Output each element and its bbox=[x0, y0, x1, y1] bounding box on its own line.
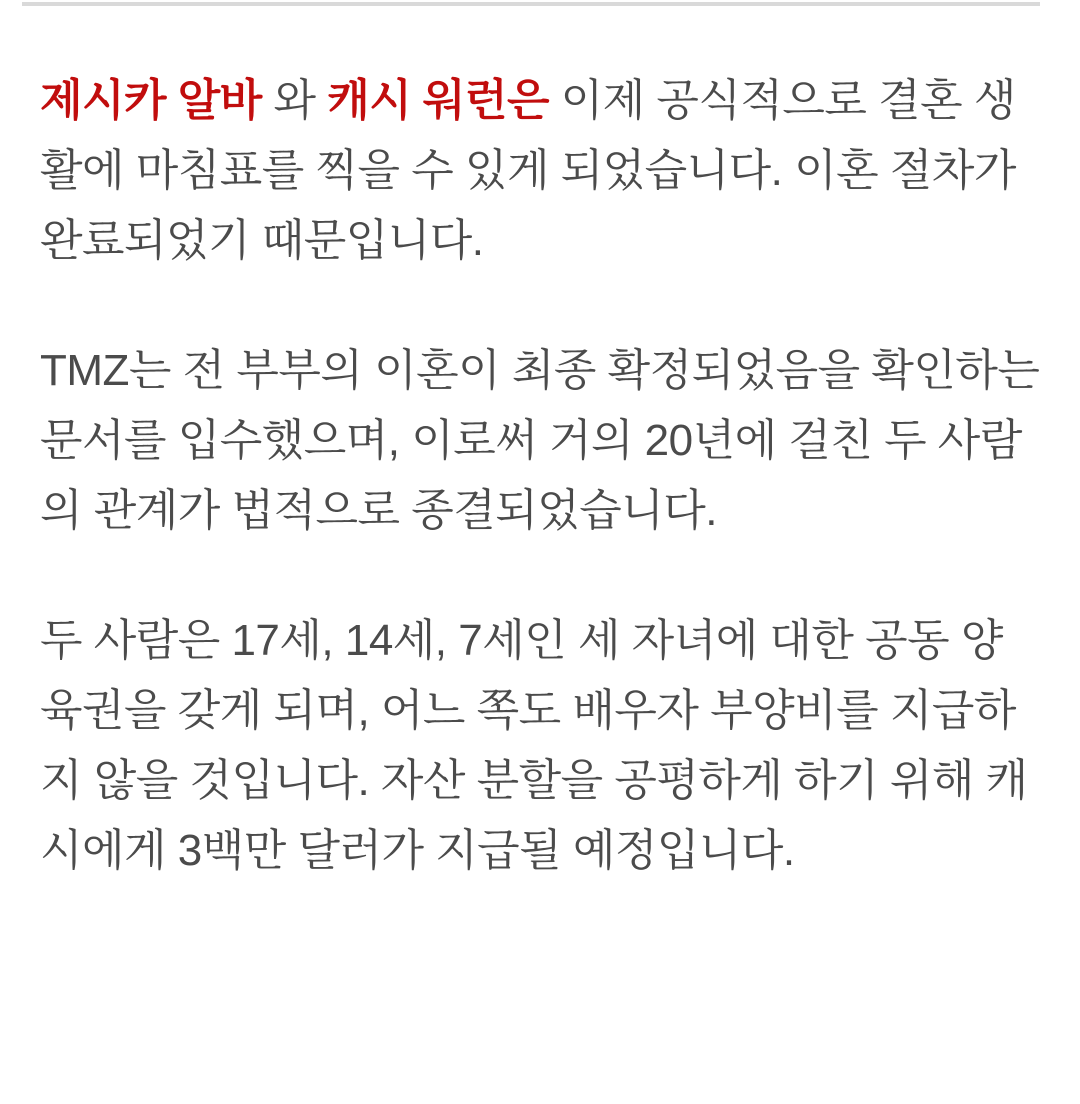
highlighted-name: 캐시 워런은 bbox=[327, 76, 549, 125]
article-body bbox=[40, 66, 1040, 946]
paragraph bbox=[40, 336, 1040, 546]
paragraph-text: 두 사람은 17세, 14세, 7세인 세 자녀에 대한 공동 양육권을 갖게 되며, 어느 쪽도 배우자 부양비를 지급하지 않을 것입니다. 자산 분할을 공평하게 하기 위해 캐시에게 3백만 달러가 지급될 예정입니다. bbox=[40, 616, 1028, 875]
paragraph-text: TMZ는 전 부부의 이혼이 최종 확정되었음을 확인하는 문서를 입수했으며, 이로써 거의 20년에 걸친 두 사람의 관계가 법적으로 종결되었습니다. bbox=[40, 346, 1040, 535]
top-divider bbox=[22, 2, 1040, 6]
paragraph-text: 와 bbox=[261, 76, 328, 125]
paragraph-text: 이제 공식적으로 결혼 생활에 마침표를 찍을 수 있게 되었습니다. 이혼 절차가 완료되었기 때문입니다. bbox=[40, 76, 1016, 265]
paragraph bbox=[40, 606, 1040, 886]
highlighted-name: 제시카 알바 bbox=[40, 76, 262, 125]
paragraph bbox=[40, 66, 1040, 276]
